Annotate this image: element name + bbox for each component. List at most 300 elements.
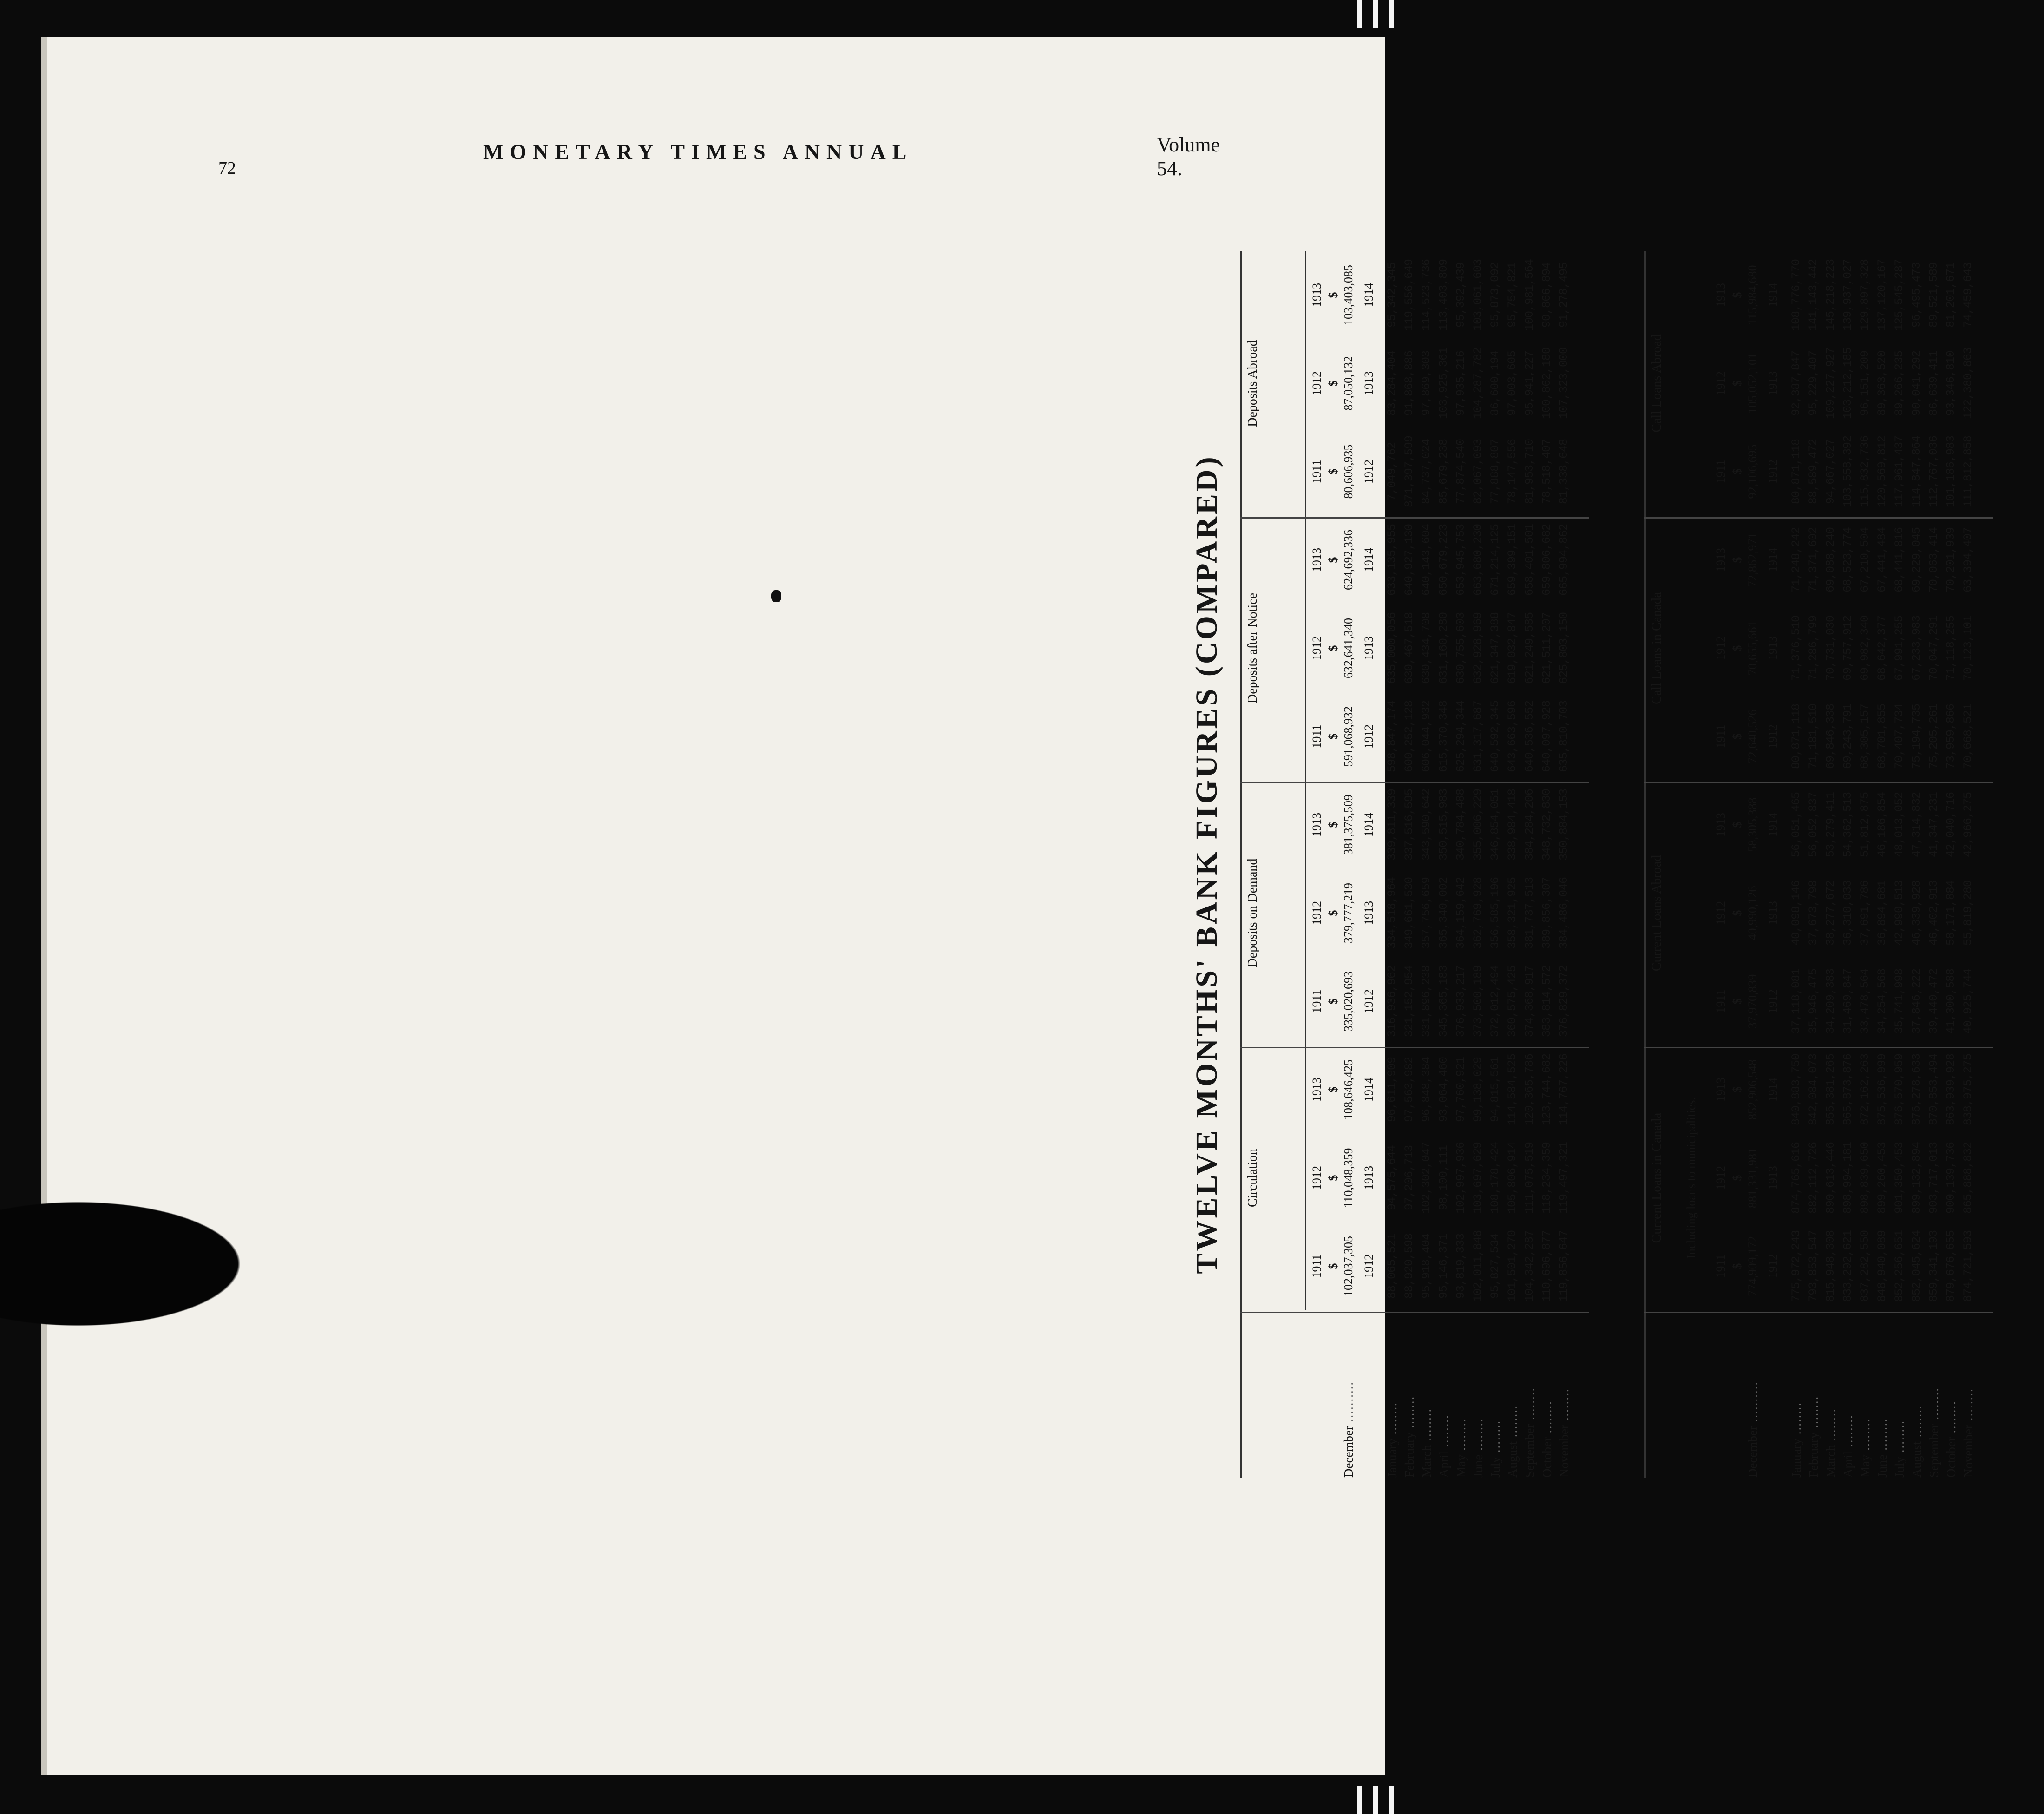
dollar-sign: $: [1326, 292, 1340, 298]
month-value: 96,495,473: [1910, 262, 1923, 328]
december-value: 105,052,101: [1746, 353, 1759, 414]
column-group-0: [1644, 1045, 2002, 1310]
month-value: 46,186,854: [1875, 792, 1889, 858]
month-value: 120,569,812: [1875, 435, 1889, 508]
month-text: July: [1893, 1456, 1906, 1478]
month-value: 833,292,621: [1841, 1230, 1854, 1302]
subcolumn-year: 1914: [1766, 1078, 1780, 1102]
month-value: 37,691,786: [1858, 880, 1872, 946]
month-value: 112,767,036: [1927, 435, 1940, 508]
subcolumn-year: 1913: [1362, 1166, 1376, 1190]
month-label-may: [1858, 1418, 1873, 1478]
month-value: 90,866,894: [1540, 262, 1553, 328]
column-group-1: [1644, 781, 2002, 1045]
month-value: 71,181,510: [1807, 703, 1820, 769]
subcolumn-year: 1913: [1766, 371, 1780, 395]
month-value: 621,249,585: [1523, 612, 1536, 684]
december-value: 852,906,548: [1746, 1059, 1759, 1120]
leader-dots: ........: [1893, 1420, 1906, 1457]
month-value: 122,380,863: [1961, 347, 1975, 420]
leader-dots: ........: [1454, 1418, 1468, 1455]
month-value: 67,233,983: [1910, 615, 1923, 681]
month-value: 848,940,089: [1875, 1230, 1889, 1302]
column-year: 1913: [1714, 283, 1728, 307]
month-value: 40,925,744: [1961, 968, 1975, 1034]
year-column-1913: [1240, 251, 1598, 339]
month-value: 68,642,377: [1875, 615, 1889, 681]
dollar-sign: $: [1326, 557, 1340, 563]
dollar-sign: $: [1326, 1263, 1340, 1269]
dollar-sign: $: [1326, 645, 1340, 651]
month-value: 316,936,962: [1385, 965, 1399, 1038]
month-value: 840,883,750: [1789, 1053, 1803, 1126]
month-value: 374,368,917: [1523, 965, 1536, 1038]
month-text: February: [1807, 1432, 1821, 1478]
year-column-1913: [1240, 516, 1598, 604]
dollar-sign: $: [1326, 1175, 1340, 1181]
dollar-sign: $: [1730, 822, 1744, 828]
december-value: 72,640,526: [1746, 709, 1759, 764]
month-value: 349,661,530: [1402, 877, 1416, 949]
group-divider: [1240, 1312, 1589, 1313]
month-value: 77,888,807: [1488, 439, 1502, 505]
subcolumn-year: 1913: [1766, 636, 1780, 660]
month-value: 898,839,650: [1858, 1142, 1872, 1214]
month-value: 91,868,886: [1402, 350, 1416, 416]
leader-dots: ........: [1824, 1408, 1838, 1445]
month-value: 872,162,263: [1858, 1053, 1872, 1126]
month-value: 632,928,969: [1471, 612, 1485, 684]
dollar-sign: $: [1730, 292, 1744, 298]
film-edge-marks-bottom: [1357, 1786, 1399, 1814]
month-value: 625,294,344: [1454, 700, 1467, 773]
film-edge-marks: [1357, 0, 1399, 28]
month-value: 42,040,716: [1944, 792, 1958, 858]
month-value: 98,100,111: [1437, 1145, 1450, 1211]
column-year: 1912: [1310, 371, 1323, 395]
month-value: 383,814,572: [1540, 965, 1553, 1038]
month-value: 36,310,033: [1841, 880, 1854, 946]
month-text: May: [1454, 1454, 1468, 1478]
december-value: 632,641,340: [1342, 618, 1355, 678]
month-value: 874,765,616: [1789, 1142, 1803, 1214]
month-value: 84,737,024: [1420, 439, 1433, 505]
month-label-august: [1506, 1405, 1520, 1478]
month-value: 621,347,388: [1488, 612, 1502, 684]
leader-dots: ........: [1523, 1387, 1537, 1424]
group-divider: [1644, 517, 1993, 519]
month-value: 35,946,475: [1807, 968, 1820, 1034]
month-value: 355,006,229: [1471, 789, 1485, 861]
month-value: 80,871,118: [1789, 439, 1803, 505]
month-value: 890,613,446: [1824, 1142, 1837, 1214]
month-value: 95,918,404: [1420, 1233, 1433, 1299]
month-value: 80,871,118: [1789, 703, 1803, 769]
column-year: 1913: [1310, 283, 1323, 307]
december-label: [1746, 1381, 1760, 1478]
month-value: 102,302,047: [1420, 1142, 1433, 1214]
december-value: 774,909,172: [1746, 1236, 1759, 1296]
dollar-sign: $: [1326, 910, 1340, 916]
month-label-august: [1910, 1405, 1924, 1478]
december-value: 70,655,661: [1746, 621, 1759, 676]
group-title: Current Loans in Canada: [1650, 1112, 1664, 1243]
month-value: 879,676,655: [1944, 1230, 1958, 1302]
dollar-sign: $: [1730, 557, 1744, 563]
month-value: 640,097,928: [1540, 700, 1553, 773]
month-value: 108,178,424: [1488, 1142, 1502, 1214]
year-column-1913: [1644, 781, 2002, 869]
month-value: 321,152,954: [1402, 965, 1416, 1038]
month-value: 859,341,193: [1927, 1230, 1940, 1302]
month-text: April: [1437, 1451, 1451, 1478]
month-value: 48,013,052: [1893, 792, 1906, 858]
month-value: 33,478,564: [1858, 968, 1872, 1034]
month-value: 337,516,595: [1402, 789, 1416, 861]
month-value: 874,721,593: [1961, 1230, 1975, 1302]
group-divider: [1240, 782, 1589, 783]
year-column-1913: [1644, 251, 2002, 339]
month-value: 94,575,644: [1385, 1145, 1399, 1211]
month-value: 95,827,534: [1488, 1233, 1502, 1299]
month-value: 56,051,465: [1789, 792, 1803, 858]
month-value: 120,365,786: [1523, 1053, 1536, 1126]
month-value: 900,139,736: [1944, 1142, 1958, 1214]
december-value: 379,777,219: [1342, 883, 1355, 943]
month-label-february: [1807, 1396, 1821, 1478]
month-value: 95,941,227: [1523, 350, 1536, 416]
month-value: 389,856,307: [1540, 877, 1553, 949]
column-year: 1911: [1714, 724, 1728, 749]
column-year: 1912: [1714, 371, 1728, 395]
month-value: 630,434,708: [1420, 612, 1433, 684]
month-text: September: [1927, 1424, 1941, 1478]
leader-dots: ........: [1506, 1405, 1520, 1441]
column-year: 1913: [1714, 813, 1728, 837]
dollar-sign: $: [1730, 645, 1744, 651]
month-text: November: [1557, 1425, 1571, 1478]
month-value: 331,896,238: [1420, 965, 1433, 1038]
month-value: 635,810,703: [1557, 700, 1571, 773]
year-column-1912: [1644, 339, 2002, 427]
month-value: 598,847,174: [1385, 700, 1399, 773]
month-value: 340,784,488: [1454, 789, 1467, 861]
month-value: 67,441,484: [1875, 527, 1889, 593]
column-year: 1913: [1310, 548, 1323, 572]
group-title: Current Loans Abroad: [1650, 854, 1664, 972]
month-value: 69,757,912: [1841, 615, 1854, 681]
month-value: 358,321,925: [1506, 877, 1519, 949]
month-value: 92,387,847: [1789, 350, 1803, 416]
month-value: 93,064,460: [1437, 1057, 1450, 1123]
month-value: 108,776,770: [1789, 259, 1803, 331]
month-value: 117,961,437: [1893, 435, 1906, 508]
month-value: 77,874,540: [1454, 439, 1467, 505]
month-value: 70,731,030: [1824, 615, 1837, 681]
month-value: 96,151,209: [1858, 350, 1872, 416]
month-label-september: [1927, 1387, 1941, 1478]
month-value: 105,806,914: [1506, 1142, 1519, 1214]
column-group-2: [1644, 516, 2002, 781]
subcolumn-year: 1912: [1766, 989, 1780, 1013]
month-value: 46,402,913: [1927, 880, 1940, 946]
month-value: 901,350,453: [1893, 1142, 1906, 1214]
year-column-1912: [1240, 1134, 1598, 1222]
month-value: 101,501,270: [1506, 1230, 1519, 1302]
month-value: 34,254,568: [1875, 968, 1889, 1034]
dollar-sign: $: [1326, 822, 1340, 828]
month-value: 855,381,265: [1824, 1053, 1837, 1126]
dollar-sign: $: [1326, 733, 1340, 740]
month-value: 95,754,821: [1506, 262, 1519, 328]
month-value: 89,363,520: [1875, 350, 1889, 416]
december-value: 108,646,425: [1342, 1059, 1355, 1120]
month-value: 871,397,599: [1402, 435, 1416, 508]
month-label-july: [1488, 1420, 1503, 1478]
column-year: 1912: [1310, 636, 1323, 660]
month-value: 640,536,552: [1523, 700, 1536, 773]
month-value: 362,769,928: [1471, 877, 1485, 949]
month-value: 665,994,862: [1557, 524, 1571, 596]
month-value: 69,846,338: [1824, 703, 1837, 769]
month-value: 350,884,153: [1557, 789, 1571, 861]
year-column-1912: [1240, 339, 1598, 427]
month-value: 42,966,275: [1961, 792, 1975, 858]
column-year: 1911: [1310, 1254, 1323, 1278]
month-value: 88,920,598: [1402, 1233, 1416, 1299]
month-value: 621,511,207: [1540, 612, 1553, 684]
month-value: 852,256,651: [1893, 1230, 1906, 1302]
column-group-1: [1240, 781, 1598, 1045]
month-value: 37,118,081: [1789, 968, 1803, 1034]
month-value: 350,515,983: [1437, 789, 1450, 861]
column-year: 1911: [1310, 989, 1323, 1013]
month-text: August: [1506, 1441, 1520, 1478]
subcolumn-year: 1914: [1362, 813, 1376, 837]
dollar-sign: $: [1730, 380, 1744, 387]
month-label-may: [1454, 1418, 1468, 1478]
month-labels: [1240, 1310, 1598, 1478]
month-value: 67,991,255: [1893, 615, 1906, 681]
group-divider: [1240, 517, 1589, 519]
table-title: TWELVE MONTHS' BANK FIGURES (COMPARED): [1190, 454, 1224, 1274]
month-value: 55,819,280: [1961, 880, 1975, 946]
leader-dots: ........: [1789, 1402, 1803, 1439]
month-value: 51,812,875: [1858, 792, 1872, 858]
year-column-1913: [1644, 1045, 2002, 1134]
dollar-sign: $: [1730, 1263, 1744, 1269]
volume-label: Volume 54.: [1157, 133, 1220, 180]
rotated-table: [1190, 242, 2044, 1487]
month-value: 70,123,101: [1961, 615, 1975, 681]
month-value: 119,856,647: [1557, 1230, 1571, 1302]
month-value: 630,755,603: [1454, 612, 1467, 684]
year-column-1911: [1240, 427, 1598, 516]
month-text: June: [1875, 1454, 1889, 1478]
group-divider: [1240, 1047, 1589, 1048]
year-column-1911: [1644, 1222, 2002, 1310]
month-value: 89,521,589: [1927, 262, 1940, 328]
month-value: 97,003,605: [1506, 350, 1519, 416]
month-value: 69,229,045: [1910, 527, 1923, 593]
month-value: 41,300,588: [1944, 968, 1958, 1034]
month-value: 67,210,504: [1858, 527, 1872, 593]
running-header: [218, 133, 1220, 180]
month-value: 89,266,235: [1893, 350, 1906, 416]
month-value: 40,098,146: [1789, 880, 1803, 946]
year-column-1912: [1240, 869, 1598, 957]
month-text: August: [1910, 1441, 1924, 1478]
thumb-shadow: [0, 1194, 260, 1334]
leader-dots: ..........: [1746, 1381, 1760, 1426]
month-value: 90,041,292: [1910, 350, 1923, 416]
dollar-sign: $: [1326, 380, 1340, 387]
month-value: 141,143,442: [1807, 259, 1820, 331]
month-value: 338,984,418: [1506, 789, 1519, 861]
month-text: January: [1789, 1439, 1803, 1478]
december-value: 92,106,695: [1746, 444, 1759, 499]
month-value: 102,997,936: [1454, 1142, 1467, 1214]
month-value: 53,279,411: [1824, 792, 1837, 858]
december-value: 881,331,981: [1746, 1148, 1759, 1208]
month-value: 899,260,453: [1875, 1142, 1889, 1214]
month-value: 75,205,261: [1927, 703, 1940, 769]
month-value: 334,518,964: [1385, 877, 1399, 949]
december-value: 40,990,126: [1746, 886, 1759, 940]
month-value: 103,925,361: [1437, 347, 1450, 420]
month-value: 71,376,510: [1789, 615, 1803, 681]
month-value: 630,467,518: [1402, 612, 1416, 684]
december-value: 58,305,388: [1746, 797, 1759, 852]
month-value: 640,592,345: [1488, 700, 1502, 773]
month-value: 68,701,855: [1875, 703, 1889, 769]
group-title: Deposits Abroad: [1245, 340, 1260, 427]
month-value: 606,044,932: [1420, 700, 1433, 773]
month-value: 95,873,092: [1488, 262, 1502, 328]
december-value: 80,606,935: [1342, 444, 1355, 499]
month-labels: [1644, 1310, 2002, 1478]
december-value: 381,375,509: [1342, 795, 1355, 855]
month-value: 100,981,564: [1523, 259, 1536, 331]
month-value: 7,049,762: [1385, 442, 1399, 501]
column-year: 1912: [1714, 1166, 1728, 1190]
year-column-1912: [1644, 1134, 2002, 1222]
month-value: 46,339,928: [1910, 880, 1923, 946]
subcolumn-year: 1912: [1362, 460, 1376, 484]
month-value: 69,088,240: [1824, 527, 1837, 593]
december-value: 102,037,305: [1342, 1236, 1355, 1296]
subcolumn-year: 1913: [1362, 636, 1376, 660]
dollar-sign: $: [1326, 1086, 1340, 1093]
month-value: 31,469,847: [1841, 968, 1854, 1034]
month-value: 115,832,736: [1858, 435, 1872, 508]
december-text: December: [1342, 1426, 1356, 1478]
month-value: 36,894,681: [1875, 880, 1889, 946]
month-text: October: [1944, 1437, 1958, 1478]
month-value: 793,853,547: [1807, 1230, 1820, 1302]
december-value: 87,050,132: [1342, 356, 1355, 411]
month-value: 70,668,521: [1961, 703, 1975, 769]
column-group-0: [1240, 1045, 1598, 1310]
month-value: 118,234,359: [1540, 1142, 1553, 1214]
december-value: 591,068,932: [1342, 706, 1355, 767]
month-label-october: [1540, 1400, 1554, 1478]
month-value: 110,696,877: [1540, 1230, 1553, 1302]
month-value: 865,873,876: [1841, 1053, 1854, 1126]
month-text: February: [1402, 1432, 1416, 1478]
month-value: 119,497,321: [1557, 1142, 1571, 1214]
month-label-october: [1944, 1400, 1959, 1478]
month-text: September: [1523, 1424, 1537, 1478]
subcolumn-year: 1913: [1766, 901, 1780, 925]
month-value: 56,052,837: [1807, 792, 1820, 858]
month-value: 658,401,501: [1523, 524, 1536, 596]
dollar-sign: $: [1730, 910, 1744, 916]
month-value: 625,803,150: [1557, 612, 1571, 684]
month-value: 343,590,642: [1420, 789, 1433, 861]
month-text: January: [1385, 1439, 1399, 1478]
subcolumn-year: 1914: [1766, 548, 1780, 572]
dollar-sign: $: [1730, 998, 1744, 1005]
month-value: 129,897,328: [1858, 259, 1872, 331]
month-value: 109,227,927: [1824, 347, 1837, 420]
month-value: 95,146,371: [1437, 1233, 1450, 1299]
dollar-sign: $: [1326, 468, 1340, 475]
month-value: 88,065,521: [1385, 1233, 1399, 1299]
month-value: 111,075,519: [1523, 1142, 1536, 1214]
month-label-april: [1437, 1414, 1451, 1478]
month-value: 35,741,998: [1893, 968, 1906, 1034]
leader-dots: ........: [1402, 1395, 1416, 1433]
month-value: 775,972,243: [1789, 1230, 1803, 1302]
month-value: 54,362,513: [1841, 792, 1854, 858]
year-column-1911: [1644, 692, 2002, 781]
month-value: 94,815,561: [1488, 1057, 1502, 1123]
month-value: 882,112,726: [1807, 1142, 1820, 1214]
month-label-march: [1420, 1408, 1434, 1478]
month-value: 47,314,832: [1910, 792, 1923, 858]
column-year: 1913: [1714, 1078, 1728, 1102]
month-label-september: [1523, 1387, 1537, 1478]
leader-dots: ........: [1875, 1418, 1889, 1455]
month-value: 114,523,736: [1420, 259, 1433, 331]
table-block-deposits: [1240, 251, 1598, 1478]
december-value: 115,984,680: [1746, 265, 1759, 325]
subcolumn-year: 1912: [1766, 460, 1780, 484]
month-value: 82,067,093: [1471, 439, 1485, 505]
year-column-1911: [1240, 1222, 1598, 1310]
year-column-1911: [1644, 427, 2002, 516]
month-label-january: [1385, 1402, 1400, 1478]
month-value: 96,611,909: [1385, 1057, 1399, 1123]
month-label-november: [1961, 1388, 1976, 1478]
month-value: 852,045,624: [1910, 1230, 1923, 1302]
month-value: 71,118,255: [1944, 615, 1958, 681]
month-value: 101,186,983: [1944, 435, 1958, 508]
leader-dots: ........: [1420, 1408, 1434, 1445]
month-value: 114,584,525: [1506, 1053, 1519, 1126]
leader-dots: ........: [1807, 1395, 1821, 1433]
month-value: 97,206,713: [1402, 1145, 1416, 1211]
month-label-february: [1402, 1396, 1417, 1478]
month-value: 384,486,046: [1557, 877, 1571, 949]
column-year: 1911: [1714, 1254, 1728, 1278]
column-year: 1911: [1714, 460, 1728, 484]
column-year: 1913: [1714, 548, 1728, 572]
year-column-1912: [1644, 604, 2002, 692]
year-column-1913: [1240, 781, 1598, 869]
month-value: 137,120,167: [1875, 259, 1889, 331]
